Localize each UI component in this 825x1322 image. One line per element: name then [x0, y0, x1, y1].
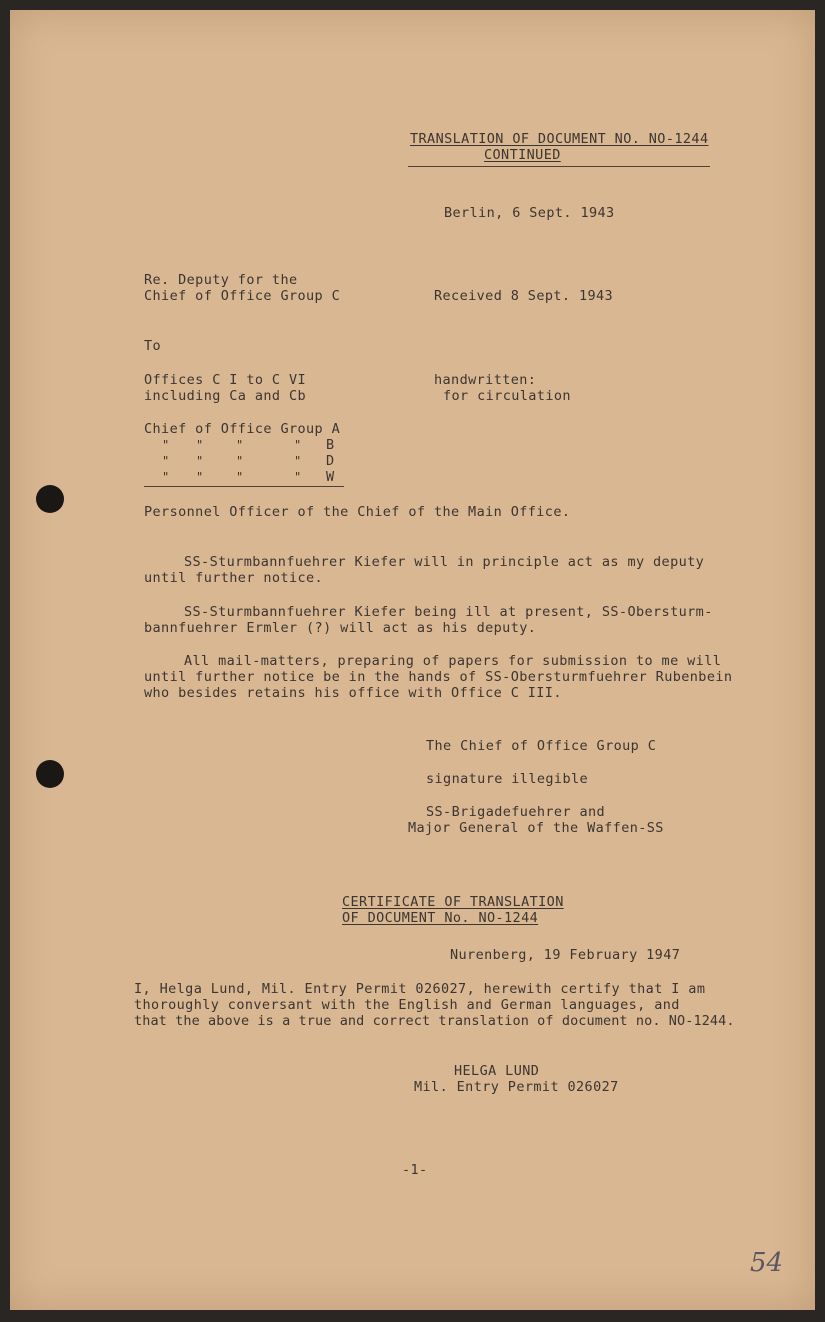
para3-line2: until further notice be in the hands of SS-Obersturmfuehrer Rubenbein: [144, 669, 733, 685]
signature-illegible: signature illegible: [426, 771, 589, 787]
page-number: -1-: [402, 1162, 428, 1178]
punch-hole-bottom: [36, 760, 64, 788]
group-w: W: [326, 469, 335, 485]
para1-line2: until further notice.: [144, 570, 324, 586]
ditto-mark: ": [162, 454, 170, 468]
group-b: B: [326, 437, 335, 453]
certificate-title: CERTIFICATE OF TRANSLATION: [342, 894, 564, 910]
ditto-mark: ": [236, 438, 244, 452]
ditto-mark: ": [196, 470, 204, 484]
para3-line1: All mail-matters, preparing of papers for submission to me will: [184, 653, 722, 669]
ditto-mark: ": [162, 438, 170, 452]
para1-line1: SS-Sturmbannfuehrer Kiefer will in principle act as my deputy: [184, 554, 705, 570]
certificate-body-2: thoroughly conversant with the English and German languages, and: [134, 997, 680, 1013]
ditto-mark: ": [196, 438, 204, 452]
ditto-mark: ": [236, 470, 244, 484]
distribution-rule: [144, 486, 344, 487]
ditto-mark: ": [294, 438, 302, 452]
handwritten-note: for circulation: [443, 388, 571, 404]
handwritten-label: handwritten:: [434, 372, 537, 388]
signer-name: HELGA LUND: [454, 1063, 540, 1079]
received-date: Received 8 Sept. 1943: [434, 288, 614, 304]
certificate-body-1: I, Helga Lund, Mil. Entry Permit 026027, herewith certify that I am: [134, 981, 706, 997]
certificate-subtitle: OF DOCUMENT No. NO-1244: [342, 910, 539, 926]
punch-hole-top: [36, 485, 64, 513]
para2-line2: bannfuehrer Ermler (?) will act as his deputy.: [144, 620, 537, 636]
archive-page-number: 54: [750, 1248, 784, 1278]
header-title: TRANSLATION OF DOCUMENT NO. NO-1244: [410, 131, 709, 147]
re-line-2: Chief of Office Group C: [144, 288, 341, 304]
ditto-mark: ": [196, 454, 204, 468]
ditto-mark: ": [294, 454, 302, 468]
certificate-place-date: Nurenberg, 19 February 1947: [450, 947, 681, 963]
header-rule: [408, 166, 710, 167]
re-line-1: Re. Deputy for the: [144, 272, 298, 288]
chief-group-a: Chief of Office Group A: [144, 421, 341, 437]
to-label: To: [144, 338, 162, 354]
para2-line1: SS-Sturmbannfuehrer Kiefer being ill at present, SS-Obersturm-: [184, 604, 713, 620]
addressee-line-2: including Ca and Cb: [144, 388, 307, 404]
ditto-mark: ": [162, 470, 170, 484]
ditto-mark: ": [294, 470, 302, 484]
signature-rank: SS-Brigadefuehrer and: [426, 804, 606, 820]
certificate-body-3: that the above is a true and correct translation of document no. NO-1244.: [134, 1013, 735, 1029]
signature-rank-2: Major General of the Waffen-SS: [408, 820, 664, 836]
document-page: [10, 10, 815, 1310]
letter-place-date: Berlin, 6 Sept. 1943: [444, 205, 615, 221]
addressee-line-1: Offices C I to C VI: [144, 372, 307, 388]
signer-permit: Mil. Entry Permit 026027: [414, 1079, 619, 1095]
signature-block-title: The Chief of Office Group C: [426, 738, 657, 754]
ditto-mark: ": [236, 454, 244, 468]
personnel-officer-line: Personnel Officer of the Chief of the Main Office.: [144, 504, 571, 520]
group-d: D: [326, 453, 335, 469]
para3-line3: who besides retains his office with Office C III.: [144, 685, 562, 701]
header-subtitle: CONTINUED: [484, 147, 561, 163]
